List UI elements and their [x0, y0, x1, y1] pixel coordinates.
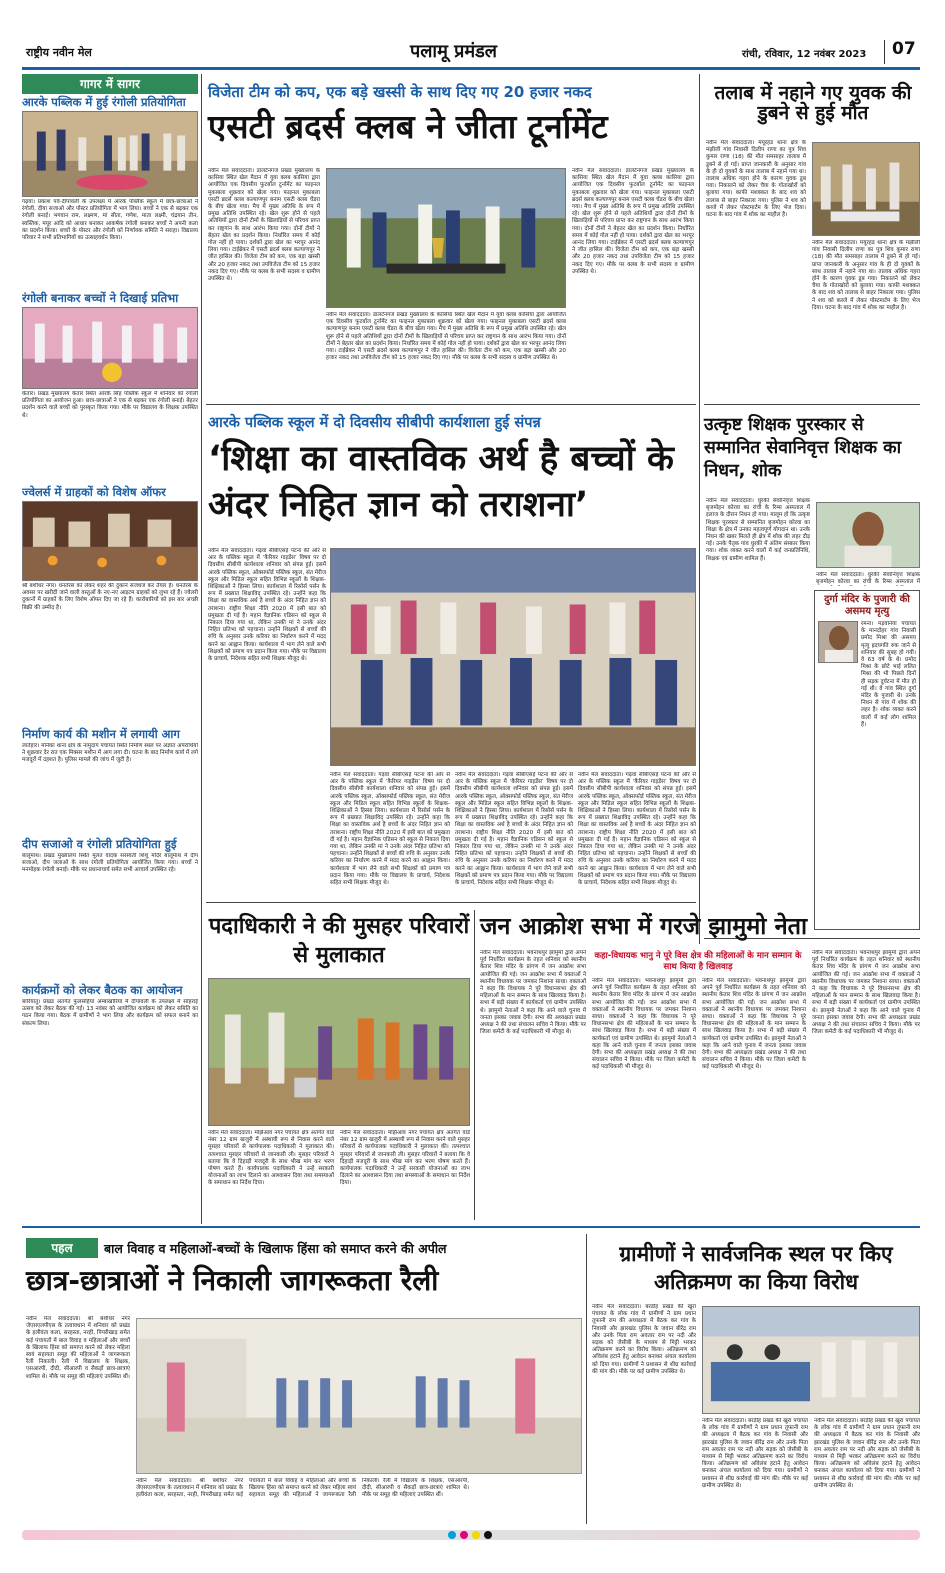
main-story-text-4: नवीन मेल संवाददाता। गढ़वा सीबीएसई पटना की ओर से आर के पब्लिक स्कूल में ‘कैरियर गाइडेंस’ विषय पर दो दिवसीय सीबीपी कार्यशाला शनिवार को संपन्न हुई। इसमें आरके पब्लिक स्कूल, ऑक्सफोर्ड पब्लिक स्कूल, संत मेरीज स्कूल और मिडिल स्कूल सहित विभिन्न स्कूलों के शिक्षक-शिक्षिकाओं ने हिस्सा लिया। कार्यशाला में रिसोर्स पर्सन के रूप में प्रख्यात शिक्षाविद् उपस्थित रहे। उन्होंने कहा कि शिक्षा का वास्तविक अर्थ है बच्चों के अंदर निहित ज्ञान को तराशना। राष्ट्रीय शिक्षा नीति 2020 में इसी बात को प्रमुखता दी गई है। महान वैज्ञानिक एडिसन को स्कूल से निकाल दिया गया था, लेकिन उनकी मां ने उनके अंदर निहित प्रतिभा को पहचाना। उन्होंने शिक्षकों से बच्चों की रुचि के अनुसार उनके करियर का निर्धारण करने में मदद करने का आह्वान किया। कार्यशाला में भाग लेने वाले सभी शिक्षकों को प्रमाण पत्र प्रदान किया गया। मौके पर विद्यालय के प्राचार्य, निदेशक सहित सभी शिक्षक मौजूद थे।	[578, 772, 696, 887]
encroach-text-1: नवीन मेल संवाददाता। बरडीह प्रखंड की खुरा पंचायत के लोक गांव में ग्रामीणों ने ग्राम प्रधान तूफानी राम की अध्यक्षता में बैठक कर गांव के निवासी और झारखंड पुलिस के जवान बीरेंद्र राम और उनके पिता राम अवतार राम पर नदी और सड़क को जेसीबी के माध्यम से मिट्टी भरकर अतिक्रमण करने का विरोध किया। अतिक्रमण को अविलंब हटाने हेतु आवेदन बनाकर अंचल कार्यालय को दिया गया। ग्रामीणों ने प्रशासन से शीघ्र कार्रवाई की मांग की। मौके पर कई ग्रामीण उपस्थित थे।	[592, 1304, 696, 1375]
pahal-tag: पहल	[26, 1238, 98, 1258]
pahal-headline: छात्र-छात्राओं ने निकाली जागरूकता रैली	[26, 1264, 439, 1297]
rally-photo	[136, 1318, 582, 1474]
jewellers-photo	[22, 501, 198, 581]
priest-portrait	[818, 621, 858, 663]
main-story-text-1: नवीन मेल संवाददाता। गढ़वा सीबीएसई पटना की ओर से आर के पब्लिक स्कूल में ‘कैरियर गाइडेंस’ विषय पर दो दिवसीय सीबीपी कार्यशाला शनिवार को संपन्न हुई। इसमें आरके पब्लिक स्कूल, ऑक्सफोर्ड पब्लिक स्कूल, संत मेरीज स्कूल और मिडिल स्कूल सहित विभिन्न स्कूलों के शिक्षक-शिक्षिकाओं ने हिस्सा लिया। कार्यशाला में रिसोर्स पर्सन के रूप में प्रख्यात शिक्षाविद् उपस्थित रहे। उन्होंने कहा कि शिक्षा का वास्तविक अर्थ है बच्चों के अंदर निहित ज्ञान को तराशना। राष्ट्रीय शिक्षा नीति 2020 में इसी बात को प्रमुखता दी गई है। महान वैज्ञानिक एडिसन को स्कूल से निकाल दिया गया था, लेकिन उनकी मां ने उनके अंदर निहित प्रतिभा को पहचाना। उन्होंने शिक्षकों से बच्चों की रुचि के अनुसार उनके करियर का निर्धारण करने में मदद करने का आह्वान किया। कार्यशाला में भाग लेने वाले सभी शिक्षकों को प्रमाण पत्र प्रदान किया गया। मौके पर विद्यालय के प्राचार्य, निदेशक सहित सभी शिक्षक मौजूद थे।	[208, 548, 326, 663]
drowning-text-2: नवीन मेल संवाददाता। मयूरहंड थाना क्षेत्र के मंझीली गांव निवासी दिलीप राणा का पुत्र शिव कुमार राणा (18) की मौत समसाहर तालाब में डूबने से हो गई। प्राप्त जानकारी के अनुसार गांव के ही दो युवकों के साथ तालाब में नहाने गया था। तालाब अधिक गहरा होने के कारण युवक डूब गया। निकालने को लेकर चैया के गोताखोरों को बुलाया गया। काफी मशक्कत के बाद शव को तालाब से बाहर निकाला गया। पुलिस ने शव को कब्जे में लेकर पोस्टमार्टम के लिए भेज दिया। घटना के बाद गांव में शोक का माहौल है।	[812, 240, 920, 311]
pahal-top-rule	[22, 1226, 920, 1228]
story-rangoli-title: आरके पब्लिक में हुई रंगोली प्रतियोगिता	[22, 95, 186, 109]
story-meeting-title: कार्यक्रमों को लेकर बैठक का आयोजन	[22, 983, 183, 997]
drowning-photo	[812, 142, 920, 236]
story-fire-text: लातेहार। मनिका थाना क्षेत्र के नामुदाग पंचायत स्थित निर्माण स्थल पर अज्ञात अपराधियों ने शुक्रवार देर रात एक मिक्सर मशीन में आग लगा दी। घटना के बाद निर्माण कार्य में लगे मजदूरों में दहशत है। पुलिस मामले की जांच में जुटी है।	[22, 743, 198, 764]
story-deep-text: बालूमाथ। प्रखंड मुख्यालय स्थित मूलत वादक सरस्वती शिशु मंदिर बालूमाथ में दीप सजाओ, दीप जलाओ के साथ रंगोली प्रतियोगिता आयोजित किया गया। बच्चों ने मनमोहक रंगोली बनाई। मौके पर प्रधानाचार्य समेत सभी आचार्य उपस्थित रहे।	[22, 853, 198, 874]
encroach-text-2: नवीन मेल संवाददाता। बरडीह प्रखंड की खुरा पंचायत के लोक गांव में ग्रामीणों ने ग्राम प्रधान तूफानी राम की अध्यक्षता में बैठक कर गांव के निवासी और झारखंड पुलिस के जवान बीरेंद्र राम और उनके पिता राम अवतार राम पर नदी और सड़क को जेसीबी के माध्यम से मिट्टी भरकर अतिक्रमण करने का विरोध किया। अतिक्रमण को अविलंब हटाने हेतु आवेदन बनाकर अंचल कार्यालय को दिया गया। ग्रामीणों ने प्रशासन से शीघ्र कार्रवाई की मांग की। मौके पर कई ग्रामीण उपस्थित थे।	[702, 1418, 808, 1489]
jan-headline: जन आक्रोश सभा में गरजे झामुमो नेता	[480, 912, 808, 940]
story-meeting-text: बारियातु। प्रखंड अंतर्गत फुलसहिया अम्बाखोरिया में दीपावली के उपलक्ष्य में सोहराई उत्सव को लेकर बैठक की गई। 13 नवंबर को आयोजित कार्यक्रम को लेकर समिति का गठन किया गया। बैठक में ग्रामीणों ने भाग लिया और कार्यक्रम को सफल बनाने का संकल्प लिया।	[22, 999, 198, 1027]
story-fire-title: निर्माण कार्य की मशीन में लगायी आग	[22, 727, 180, 741]
encroach-headline: ग्रामीणों ने सार्वजनिक स्थल पर किए अतिक्रमण का किया विरोध	[619, 1242, 893, 1294]
masthead-vrule	[884, 40, 885, 64]
musahar-vrule	[474, 910, 475, 1220]
story-rangoli2-text: केतार। प्रखंड मुख्यालय केतार स्थित आरके सिंह पब्लिक स्कूल में शनिवार को रंगोली प्रतियोगिता का आयोजन हुआ। छात्र-छात्राओं ने एक से बढ़कर एक रंगोली बनाई। बेहतर प्रदर्शन करने वाले बच्चों को पुरस्कृत किया गया। मौके पर विद्यालय के शिक्षक उपस्थित थे।	[22, 391, 198, 419]
story-rangoli2-title: रंगोली बनाकर बच्चों ने दिखाई प्रतिभा	[22, 291, 179, 305]
pahal-strap: बाल विवाह व महिलाओं-बच्चों के खिलाफ हिंसा को समाप्त करने की अपील	[104, 1241, 447, 1256]
story-rangoli-text: गढ़वा। प्रकाश पर्व-दीपावली के उपलक्ष्य में आरके पब्लिक स्कूल में छात्र-छात्राओं ने रंगोली, दीया सजाओ और पोस्टर प्रतियोगिता में भाग लिया। बच्चों ने एक से बढ़कर एक रंगोली बनाई। भगवान राम, लक्ष्मण, मां सीता, गणेश, माता लक्ष्मी, चंद्रयान तीन, स्वस्तिक, मयूर आदि को आधार बनाकर आकर्षक रंगोली बनाकर बच्चों ने अपनी कला का प्रदर्शन किया। बच्चों के पोस्टर और रंगोली को निर्णायक समिति ने सराहा। विद्यालय परिवार ने सभी प्रतिभागियों का उत्साहवर्धन किया।	[22, 199, 198, 242]
section-name: पलामू प्रमंडल	[410, 41, 497, 62]
teacher-text-1: नवीन मेल संवाददाता। धुरकी सेवानिवृत्त शिक्षक बृजमोहन कोरवा का रांची के रिम्स अस्पताल में इलाज के दौरान निधन हो गया। मालूम हो कि उत्कृष्ट शिक्षक पुरस्कार से सम्मानित बृजमोहन कोरवा का शिक्षा के क्षेत्र में उनका महत्वपूर्ण योगदान था। उनके निधन की खबर मिलते ही क्षेत्र में शोक की लहर दौड़ गई। उनके पैतृक गांव धुरकी में अंतिम संस्कार किया गया। शोक व्यक्त करने वालों में कई जनप्रतिनिधि, शिक्षक एवं ग्रामीण शामिल हैं।	[706, 498, 810, 562]
main-story-text-3: नवीन मेल संवाददाता। गढ़वा सीबीएसई पटना की ओर से आर के पब्लिक स्कूल में ‘कैरियर गाइडेंस’ विषय पर दो दिवसीय सीबीपी कार्यशाला शनिवार को संपन्न हुई। इसमें आरके पब्लिक स्कूल, ऑक्सफोर्ड पब्लिक स्कूल, संत मेरीज स्कूल और मिडिल स्कूल सहित विभिन्न स्कूलों के शिक्षक-शिक्षिकाओं ने हिस्सा लिया। कार्यशाला में रिसोर्स पर्सन के रूप में प्रख्यात शिक्षाविद् उपस्थित रहे। उन्होंने कहा कि शिक्षा का वास्तविक अर्थ है बच्चों के अंदर निहित ज्ञान को तराशना। राष्ट्रीय शिक्षा नीति 2020 में इसी बात को प्रमुखता दी गई है। महान वैज्ञानिक एडिसन को स्कूल से निकाल दिया गया था, लेकिन उनकी मां ने उनके अंदर निहित प्रतिभा को पहचाना। उन्होंने शिक्षकों से बच्चों की रुचि के अनुसार उनके करियर का निर्धारण करने में मदद करने का आह्वान किया। कार्यशाला में भाग लेने वाले सभी शिक्षकों को प्रमाण पत्र प्रदान किया गया। मौके पर विद्यालय के प्राचार्य, निदेशक सहित सभी शिक्षक मौजूद थे।	[455, 772, 573, 887]
masthead-rule	[22, 67, 920, 70]
story-deep-title: दीप सजाओ व रंगोली प्रतियोगिता हुई	[22, 837, 177, 851]
encroach-photo	[702, 1306, 920, 1414]
jan-subhead: कहा-विधायक भानु ने पूरे विस क्षेत्र की महिलाओं के मान सम्मान के साथ किया है खिलवाड़	[594, 951, 802, 972]
teacher-portrait	[816, 502, 920, 568]
pahal-text-2: नवीन मेल संवाददाता। श्री बंशीधर नगर जेएसएलपीएस के तत्वावधान में शनिवार को प्रखंड के हलीवंता कला, सरहस्ता, नरही, पिपरीखाड़ समेत कई पंचायतों में बाल विवाह व महिलाओं और बच्चों के खिलाफ हिंसा को समाप्त करने को लेकर महिला स्वयं सहायता समूह की महिलाओं ने जागरूकता रैली निकाली। रैली में विद्यालय के शिक्षक, एसआरपी, दीदी, सीआरपी व सैकड़ों छात्र-छात्राएं शामिल थे। मौके पर समूह की महिलाएं उपस्थित थीं।	[136, 1478, 469, 1499]
main-story-headline: ‘शिक्षा का वास्तविक अर्थ है बच्चों के अंदर निहित ज्ञान को तराशना’	[208, 439, 674, 525]
page-number: 07	[892, 39, 916, 59]
drowning-headline: तलाब में नहाने गए युवक की डुबने से हुई मौत	[714, 82, 912, 124]
left-column	[22, 74, 198, 1214]
main-story-text-2: नवीन मेल संवाददाता। गढ़वा सीबीएसई पटना की ओर से आर के पब्लिक स्कूल में ‘कैरियर गाइडेंस’ विषय पर दो दिवसीय सीबीपी कार्यशाला शनिवार को संपन्न हुई। इसमें आरके पब्लिक स्कूल, ऑक्सफोर्ड पब्लिक स्कूल, संत मेरीज स्कूल और मिडिल स्कूल सहित विभिन्न स्कूलों के शिक्षक-शिक्षिकाओं ने हिस्सा लिया। कार्यशाला में रिसोर्स पर्सन के रूप में प्रख्यात शिक्षाविद् उपस्थित रहे। उन्होंने कहा कि शिक्षा का वास्तविक अर्थ है बच्चों के अंदर निहित ज्ञान को तराशना। राष्ट्रीय शिक्षा नीति 2020 में इसी बात को प्रमुखता दी गई है। महान वैज्ञानिक एडिसन को स्कूल से निकाल दिया गया था, लेकिन उनकी मां ने उनके अंदर निहित प्रतिभा को पहचाना। उन्होंने शिक्षकों से बच्चों की रुचि के अनुसार उनके करियर का निर्धारण करने में मदद करने का आह्वान किया। कार्यशाला में भाग लेने वाले सभी शिक्षकों को प्रमाण पत्र प्रदान किया गया। मौके पर विद्यालय के प्राचार्य, निदेशक सहित सभी शिक्षक मौजूद थे।	[330, 772, 450, 887]
right-top-rule	[704, 404, 920, 405]
workshop-photo	[330, 548, 696, 766]
main-story-rule	[206, 902, 696, 903]
paper-name: राष्ट्रीय नवीन मेल	[26, 46, 92, 59]
teacher-headline: उत्कृष्ट शिक्षक पुरस्कार से सम्मानित सेवानिवृत्त शिक्षक का निधन, शोक	[704, 415, 902, 481]
top-story-headline: एसटी ब्रदर्स क्लब ने जीता टूर्नामेंट	[208, 107, 608, 146]
priest-box	[814, 590, 920, 930]
teacher-text-2: नवीन मेल संवाददाता। धुरकी सेवानिवृत्त शिक्षक बृजमोहन कोरवा का रांची के रिम्स अस्पताल में	[816, 572, 920, 586]
musahar-headline: पदाधिकारी ने की मुसहर परिवारों से मुलाकात	[208, 914, 470, 968]
musahar-text-1: नवीन मेल संवाददाता। मझिआंव नगर पंचायत क्षेत्र अंतर्गत वार्ड नंबर 12 ग्राम खजुरी में अस्थायी रूप से निवास करने वाले मुसहर परिवारों से कार्यपालक पदाधिकारी ने मुलाकात की। तत्पश्चात मुसहर परिवारों से जानकारी ली। मुसहर परिवारों ने बताया कि वे दिहाड़ी मजदूरी के साथ भीख मांग कर भरण पोषण करते हैं। कार्यपालक पदाधिकारी ने उन्हें सरकारी योजनाओं का लाभ दिलाने का आश्वासन दिया तथा समस्याओं के समाधान का निर्देश दिया।	[208, 1130, 334, 1187]
drowning-text-1: नवीन मेल संवाददाता। मयूरहंड थाना क्षेत्र के मंझीली गांव निवासी दिलीप राणा का पुत्र शिव कुमार राणा (18) की मौत समसाहर तालाब में डूबने से हो गई। प्राप्त जानकारी के अनुसार गांव के ही दो युवकों के साथ तालाब में नहाने गया था। तालाब अधिक गहरा होने के कारण युवक डूब गया। निकालने को लेकर चैया के गोताखोरों को बुलाया गया। काफी मशक्कत के बाद शव को तालाब से बाहर निकाला गया। पुलिस ने शव को कब्जे में लेकर पोस्टमार्टम के लिए भेज दिया। घटना के बाद गांव में शोक का माहौल है।	[706, 140, 806, 219]
priest-headline: दुर्गा मंदिर के पुजारी की असमय मृत्यु	[824, 594, 910, 617]
football-photo	[326, 168, 566, 308]
left-col-vrule	[201, 74, 202, 1224]
top-story-text-3: नवीन मेल संवाददाता। डालटेनगंज प्रखंड मुख्यालय के कासिया स्थित खेल मैदान में युवा क्लब कासिया द्वारा आयोजित एक दिवसीय फुटबॉल टूर्नामेंट का फाइनल मुकाबला शुक्रवार को खेला गया। फाइनल मुकाबला एसटी ब्रदर्स क्लब कल्याणपुर बनाम एसटी क्लब चेंडरा के बीच खेला गया। मैच में मुख्य अतिथि के रूप में प्रमुख अतिथि उपस्थित रहे। खेल शुरू होने से पहले अतिथियों द्वारा दोनों टीमों के खिलाड़ियों से परिचय प्राप्त कर राष्ट्रगान के साथ आरंभ किया गया। दोनों टीमों ने बेहतर खेल का प्रदर्शन किया। निर्धारित समय में कोई गोल नहीं हो पाया। दर्शकों द्वारा खेल का भरपूर आनंद लिया गया। टाईब्रेकर में एसटी ब्रदर्स क्लब कल्याणपुर ने जीत हासिल की। विजेता टीम को कप, एक बड़ा खस्सी और 20 हजार नकद तथा उपविजेता टीम को 15 हजार नकद दिए गए। मौके पर क्लब के सभी सदस्य व ग्रामीण उपस्थित थे।	[572, 168, 694, 275]
musahar-text-2: नवीन मेल संवाददाता। मझिआंव नगर पंचायत क्षेत्र अंतर्गत वार्ड नंबर 12 ग्राम खजुरी में अस्थायी रूप से निवास करने वाले मुसहर परिवारों से कार्यपालक पदाधिकारी ने मुलाकात की। तत्पश्चात मुसहर परिवारों से जानकारी ली। मुसहर परिवारों ने बताया कि वे दिहाड़ी मजदूरी के साथ भीख मांग कर भरण पोषण करते हैं। कार्यपालक पदाधिकारी ने उन्हें सरकारी योजनाओं का लाभ दिलाने का आश्वासन दिया तथा समस्याओं के समाधान का निर्देश दिया।	[340, 1130, 470, 1187]
story-jewellers-text: श्री बंशीधर नगर। धनतेरस को लेकर शहर की दुकानें सजधज कर तैयार हैं। धनतेरस के अवसर पर खरीदी जाने वाली वस्तुओं के नए-नए आइटम ग्राहकों को लुभा रहे हैं। ज्वेलरी दुकानों में ग्राहकों के लिए विशेष ऑफर दिए जा रहे हैं। कारोबारियों को इस बार अच्छी बिक्री की उम्मीद है।	[22, 583, 198, 611]
jan-text-3: नवीन मेल संवाददाता। भवनाथपुर झामुमो द्वारा अपने पूर्व निर्धारित कार्यक्रम के तहत शनिवार को स्थानीय केतार शिव मंदिर के प्रांगण में जन आक्रोश सभा आयोजित की गई। जन आक्रोश सभा में वक्ताओं ने स्थानीय विधायक पर जमकर निशाना साधा। वक्ताओं ने कहा कि विधायक ने पूरे विधानसभा क्षेत्र की महिलाओं के मान सम्मान के साथ खिलवाड़ किया है। सभा में बड़ी संख्या में कार्यकर्ता एवं ग्रामीण उपस्थित थे। झामुमो नेताओं ने कहा कि आने वाले चुनाव में जनता इसका जवाब देगी। सभा की अध्यक्षता प्रखंड अध्यक्ष ने की तथा संचालन सचिव ने किया। मौके पर जिला कमेटी के कई पदाधिकारी भी मौजूद थे।	[702, 978, 806, 1071]
top-story-kicker: विजेता टीम को कप, एक बड़े खस्सी के साथ दिए गए 20 हजार नकद	[208, 83, 592, 101]
top-story-text-2: नवीन मेल संवाददाता। डालटेनगंज प्रखंड मुख्यालय के कासिया स्थित खेल मैदान में युवा क्लब कासिया द्वारा आयोजित एक दिवसीय फुटबॉल टूर्नामेंट का फाइनल मुकाबला शुक्रवार को खेला गया। फाइनल मुकाबला एसटी ब्रदर्स क्लब कल्याणपुर बनाम एसटी क्लब चेंडरा के बीच खेला गया। मैच में मुख्य अतिथि के रूप में प्रमुख अतिथि उपस्थित रहे। खेल शुरू होने से पहले अतिथियों द्वारा दोनों टीमों के खिलाड़ियों से परिचय प्राप्त कर राष्ट्रगान के साथ आरंभ किया गया। दोनों टीमों ने बेहतर खेल का प्रदर्शन किया। निर्धारित समय में कोई गोल नहीं हो पाया। दर्शकों द्वारा खेल का भरपूर आनंद लिया गया। टाईब्रेकर में एसटी ब्रदर्स क्लब कल्याणपुर ने जीत हासिल की। विजेता टीम को कप, एक बड़ा खस्सी और 20 हजार नकद तथा उपविजेता टीम को 15 हजार नकद दिए गए। मौके पर क्लब के सभी सदस्य व ग्रामीण उपस्थित थे।	[326, 312, 566, 362]
musahar-photo	[208, 978, 470, 1126]
encroach-text-3: नवीन मेल संवाददाता। बरडीह प्रखंड की खुरा पंचायत के लोक गांव में ग्रामीणों ने ग्राम प्रधान तूफानी राम की अध्यक्षता में बैठक कर गांव के निवासी और झारखंड पुलिस के जवान बीरेंद्र राम और उनके पिता राम अवतार राम पर नदी और सड़क को जेसीबी के माध्यम से मिट्टी भरकर अतिक्रमण करने का विरोध किया। अतिक्रमण को अविलंब हटाने हेतु आवेदन बनाकर अंचल कार्यालय को दिया गया। ग्रामीणों ने प्रशासन से शीघ्र कार्रवाई की मांग की। मौके पर कई ग्रामीण उपस्थित थे।	[814, 1418, 920, 1489]
pahal-vrule	[586, 1234, 587, 1524]
main-story-kicker: आरके पब्लिक स्कूल में दो दिवसीय सीबीपी कार्यशाला हुई संपन्न	[208, 415, 541, 431]
top-story-rule	[206, 404, 696, 405]
dateline: रांची, रविवार, 12 नवंबर 2023	[742, 49, 867, 60]
story-jewellers-title: ज्वेलर्स में ग्राहकों को विशेष ऑफर	[22, 485, 166, 499]
jan-text-2: नवीन मेल संवाददाता। भवनाथपुर झामुमो द्वारा अपने पूर्व निर्धारित कार्यक्रम के तहत शनिवार को स्थानीय केतार शिव मंदिर के प्रांगण में जन आक्रोश सभा आयोजित की गई। जन आक्रोश सभा में वक्ताओं ने स्थानीय विधायक पर जमकर निशाना साधा। वक्ताओं ने कहा कि विधायक ने पूरे विधानसभा क्षेत्र की महिलाओं के मान सम्मान के साथ खिलवाड़ किया है। सभा में बड़ी संख्या में कार्यकर्ता एवं ग्रामीण उपस्थित थे। झामुमो नेताओं ने कहा कि आने वाले चुनाव में जनता इसका जवाब देगी। सभा की अध्यक्षता प्रखंड अध्यक्ष ने की तथा संचालन सचिव ने किया। मौके पर जिला कमेटी के कई पदाधिकारी भी मौजूद थे।	[592, 978, 696, 1071]
registration-marks	[440, 1531, 500, 1539]
priest-text: रमना। मड़वनिया पंचायत के मानदोहर गांव निवासी प्रमोद मिश्रा की असमय मृत्यु ह्रदयगति रुक जाने से शनिवार की सुबह हो गयी। वे 63 वर्ष के थे। प्रमोद मिश्रा के छोटे भाई ललित मिश्रा की भी पिछले दिनों ही सड़क दुर्घटना में मौत हो गई थी। वे गांव स्थित दुर्गा मंदिर के पुजारी थे। उनके निधन से गांव में शोक की लहर है। शोक व्यक्त करने वालों में कई लोग शामिल हैं।	[861, 621, 916, 728]
jan-text-1: नवीन मेल संवाददाता। भवनाथपुर झामुमो द्वारा अपने पूर्व निर्धारित कार्यक्रम के तहत शनिवार को स्थानीय केतार शिव मंदिर के प्रांगण में जन आक्रोश सभा आयोजित की गई। जन आक्रोश सभा में वक्ताओं ने स्थानीय विधायक पर जमकर निशाना साधा। वक्ताओं ने कहा कि विधायक ने पूरे विधानसभा क्षेत्र की महिलाओं के मान सम्मान के साथ खिलवाड़ किया है। सभा में बड़ी संख्या में कार्यकर्ता एवं ग्रामीण उपस्थित थे। झामुमो नेताओं ने कहा कि आने वाले चुनाव में जनता इसका जवाब देगी। सभा की अध्यक्षता प्रखंड अध्यक्ष ने की तथा संचालन सचिव ने किया। मौके पर जिला कमेटी के कई पदाधिकारी भी मौजूद थे।	[480, 950, 586, 1036]
top-story-text-1: नवीन मेल संवाददाता। डालटेनगंज प्रखंड मुख्यालय के कासिया स्थित खेल मैदान में युवा क्लब कासिया द्वारा आयोजित एक दिवसीय फुटबॉल टूर्नामेंट का फाइनल मुकाबला शुक्रवार को खेला गया। फाइनल मुकाबला एसटी ब्रदर्स क्लब कल्याणपुर बनाम एसटी क्लब चेंडरा के बीच खेला गया। मैच में मुख्य अतिथि के रूप में प्रमुख अतिथि उपस्थित रहे। खेल शुरू होने से पहले अतिथियों द्वारा दोनों टीमों के खिलाड़ियों से परिचय प्राप्त कर राष्ट्रगान के साथ आरंभ किया गया। दोनों टीमों ने बेहतर खेल का प्रदर्शन किया। निर्धारित समय में कोई गोल नहीं हो पाया। दर्शकों द्वारा खेल का भरपूर आनंद लिया गया। टाईब्रेकर में एसटी ब्रदर्स क्लब कल्याणपुर ने जीत हासिल की। विजेता टीम को कप, एक बड़ा खस्सी और 20 हजार नकद तथा उपविजेता टीम को 15 हजार नकद दिए गए। मौके पर क्लब के सभी सदस्य व ग्रामीण उपस्थित थे।	[208, 168, 320, 283]
rangoli2-photo	[22, 307, 198, 389]
left-banner: गागर में सागर	[22, 74, 198, 94]
masthead	[22, 36, 920, 66]
right-col-vrule	[699, 74, 700, 944]
rangoli-photo	[22, 111, 198, 197]
jan-text-4: नवीन मेल संवाददाता। भवनाथपुर झामुमो द्वारा अपने पूर्व निर्धारित कार्यक्रम के तहत शनिवार को स्थानीय केतार शिव मंदिर के प्रांगण में जन आक्रोश सभा आयोजित की गई। जन आक्रोश सभा में वक्ताओं ने स्थानीय विधायक पर जमकर निशाना साधा। वक्ताओं ने कहा कि विधायक ने पूरे विधानसभा क्षेत्र की महिलाओं के मान सम्मान के साथ खिलवाड़ किया है। सभा में बड़ी संख्या में कार्यकर्ता एवं ग्रामीण उपस्थित थे। झामुमो नेताओं ने कहा कि आने वाले चुनाव में जनता इसका जवाब देगी। सभा की अध्यक्षता प्रखंड अध्यक्ष ने की तथा संचालन सचिव ने किया। मौके पर जिला कमेटी के कई पदाधिकारी भी मौजूद थे।	[812, 950, 920, 1036]
pahal-text-1: नवीन मेल संवाददाता। श्री बंशीधर नगर जेएसएलपीएस के तत्वावधान में शनिवार को प्रखंड के हलीवंता कला, सरहस्ता, नरही, पिपरीखाड़ समेत कई पंचायतों में बाल विवाह व महिलाओं और बच्चों के खिलाफ हिंसा को समाप्त करने को लेकर महिला स्वयं सहायता समूह की महिलाओं ने जागरूकता रैली निकाली। रैली में विद्यालय के शिक्षक, एसआरपी, दीदी, सीआरपी व सैकड़ों छात्र-छात्राएं शामिल थे। मौके पर समूह की महिलाएं उपस्थित थीं।	[26, 1316, 130, 1380]
